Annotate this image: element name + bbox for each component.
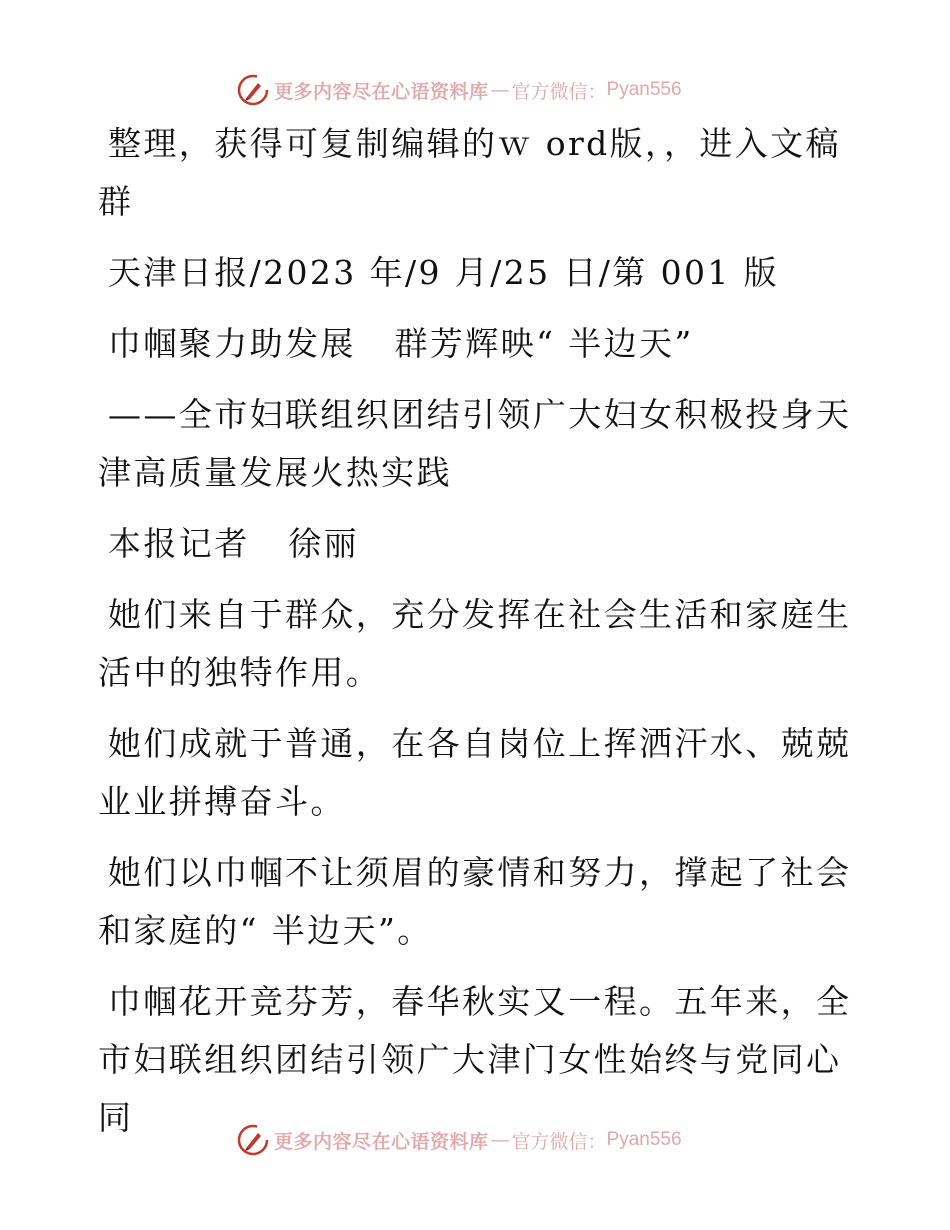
pen-logo-icon (236, 1123, 270, 1157)
watermark-site-text: 更多内容尽在心语资料库 (274, 80, 489, 103)
article-title: 巾帼聚力助发展 群芳辉映“ 半边天” (108, 324, 694, 363)
document-body (98, 115, 858, 1160)
watermark-site-text: 更多内容尽在心语资料库 (274, 1130, 489, 1153)
pen-logo-icon (236, 73, 270, 107)
watermark-separator: — (490, 1129, 510, 1151)
article-subtitle: ——全市妇联组织团结引领广大妇女积极投身天津高质量发展火热实践 (98, 395, 852, 492)
header-watermark (236, 73, 682, 107)
paragraph-body-3: 她们以巾帼不让须眉的豪情和努力，撑起了社会和家庭的“ 半边天”。 (98, 853, 852, 950)
byline: 本报记者 徐丽 (108, 524, 360, 563)
paragraph-source-line: 天津日报/2023 年/9 月/25 日/第 001 版 (108, 253, 780, 292)
watermark-wechat-id: Pyan556 (606, 79, 682, 100)
paragraph-body-1: 她们来自于群众，充分发挥在社会生活和家庭生活中的独特作用。 (98, 595, 852, 692)
watermark-separator: — (490, 79, 510, 101)
paragraph-body-2: 她们成就于普通，在各自岗位上挥洒汗水、兢兢业业拼搏奋斗。 (98, 724, 852, 821)
watermark-wechat-id: Pyan556 (606, 1129, 682, 1150)
paragraph-intro: 整理，获得可复制编辑的ｗ ord版，，进入文稿群 (98, 124, 841, 221)
footer-watermark (236, 1123, 682, 1157)
watermark-wechat-label: 官方微信： (511, 80, 607, 103)
watermark-wechat-label: 官方微信： (511, 1130, 607, 1153)
paragraph-body-4: 巾帼花开竞芬芳，春华秋实又一程。五年来，全市妇联组织团结引领广大津门女性始终与党同心同 (98, 982, 852, 1137)
